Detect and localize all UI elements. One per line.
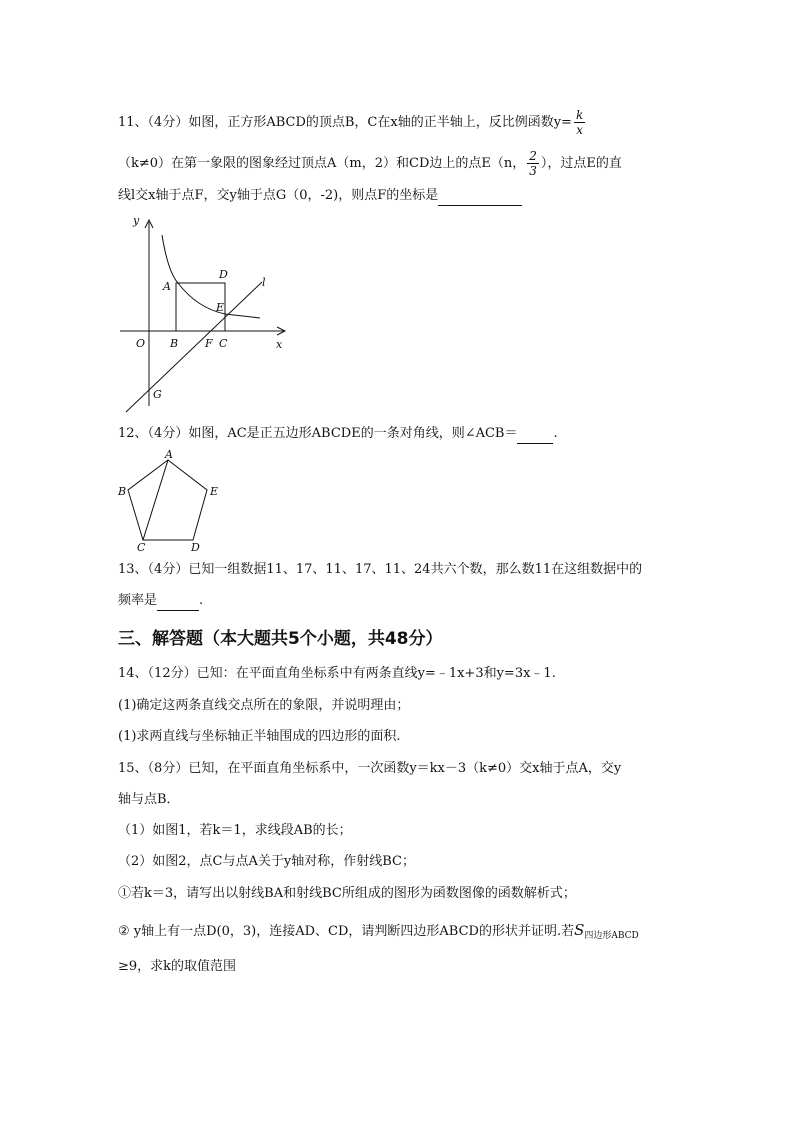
q11-line2 [118,149,622,178]
pentagon-label-c: C [137,541,146,554]
label-y: y [133,214,140,227]
q11-text-4: 线l交x轴于点F，交y轴于点G（0，-2)，则点F的坐标是 [118,188,439,203]
q11-line1 [118,108,587,137]
q11-line3 [118,187,522,206]
diagonal-ac [143,460,168,540]
q15-line1: 15、（8分）已知，在平面直角坐标系中，一次函数y＝kx－3（k≠0）交x轴于点A，交y [118,761,622,776]
q13-text-2: 频率是 [118,593,158,608]
pentagon-abcde [128,460,207,540]
q15-line6: ② y轴上有一点D(0，3)，连接AD、CD，请判断四边形ABCD的形状并证明.若$S_{四边形ABCD}$ [118,921,639,941]
section-3-heading: 三、解答题（本大题共5个小题，共48分） [118,629,443,649]
label-e: E [216,301,225,314]
q11-figure [112,210,302,415]
pentagon-label-d: D [191,541,200,554]
k-over-x-fraction: $\frac{k}{x}$ [575,108,584,137]
q12-answer-blank[interactable] [517,425,553,444]
q14-line3: (1)求两直线与坐标轴正半轴围成的四边形的面积. [118,729,401,744]
q12-figure [112,448,224,554]
q13-line1 [118,561,642,579]
label-x: x [276,338,283,351]
line-l [126,282,262,412]
label-f: F [205,337,213,350]
q15-line2: 轴与点B． [118,792,180,807]
area-symbol: S [574,921,585,939]
q12-text: 12、（4分）如图，AC是正五边形ABCDE的一条对角线，则∠ACB＝ [118,426,518,441]
q13-text-1: 13、（4分）已知一组数据11、17、11、17、11、24共六个数，那么数11在这组数据中的 [118,562,643,577]
label-l: l [262,276,266,289]
q15-line5: ①若k＝3，请写出以射线BA和射线BC所组成的图形为函数图像的函数解析式； [118,886,576,901]
q14-line1: 14、（12分）已知：在平面直角坐标系中有两条直线y=﹣1x+3和y=3x﹣1. [118,666,556,681]
q14-line2: (1)确定这两条直线交点所在的象限，并说明理由； [118,698,410,713]
label-b: B [170,337,179,350]
label-a: A [163,280,171,293]
label-c: C [219,337,228,350]
q11-text-3: ），过点E的直 [540,156,622,171]
q13-line2: 频率是 . [118,592,203,611]
q13-answer-blank[interactable] [157,592,199,611]
q12-line: 12、（4分）如图，AC是正五边形ABCDE的一条对角线，则∠ACB＝ . [118,425,558,444]
label-o: O [136,337,146,350]
two-thirds-fraction: $\frac{2}{3}$ [529,149,537,178]
label-d: D [219,268,228,281]
q11-text-1: 11、（4分）如图，正方形ABCD的顶点B，C在x轴的正半轴上，反比例函数y= [118,115,572,130]
hyperbola-curve [162,235,260,318]
pentagon-label-b: B [118,485,127,498]
pentagon-label-e: E [210,485,219,498]
q15-line4: （2）如图2，点C与点A关于y轴对称，作射线BC； [118,854,415,869]
pentagon-label-a: A [165,448,173,461]
q15-line7: ≥9，求k的取值范围 [118,959,237,974]
area-subscript: 四边形ABCD [584,931,639,941]
q11-answer-blank[interactable] [438,187,522,206]
label-g: G [153,388,162,401]
q11-text-2: （k≠0）在第一象限的图象经过顶点A（m，2）和CD边上的点E（n， [118,156,526,171]
q15-line3: （1）如图1，若k＝1，求线段AB的长； [118,823,352,838]
